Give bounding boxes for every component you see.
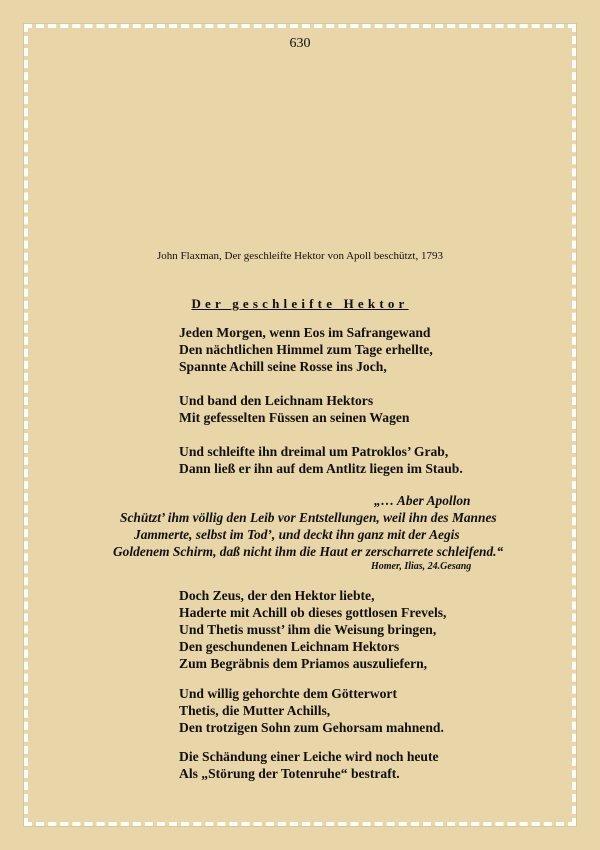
poem-line: Und band den Leichnam Hektors — [179, 393, 374, 408]
stanza-1 — [179, 324, 433, 375]
poem-line: Als „Störung der Totenruhe“ bestraft. — [179, 766, 400, 781]
poem-line: Und willig gehorchte dem Götterwort — [179, 686, 397, 701]
poem-line: Und schleifte ihn dreimal um Patroklos’ Grab, — [179, 444, 449, 459]
stanza-2 — [179, 392, 409, 426]
quote-line: Goldenem Schirm, daß nicht ihm die Haut er zerscharrete schleifend.“ — [113, 544, 504, 559]
quote-source: Homer, Ilias, 24.Gesang — [371, 561, 472, 572]
poem-line: Und Thetis musst’ ihm die Weisung bringen, — [179, 622, 437, 637]
quote-line: Jammerte, selbst im Tod’, und deckt ihn ganz mit der Aegis — [134, 527, 460, 542]
quote-line: Schützt’ ihm völlig den Leib vor Entstellungen, weil ihn des Mannes — [120, 510, 497, 525]
poem-line: Doch Zeus, der den Hektor liebte, — [179, 588, 375, 603]
poem-title: Der geschleifte Hektor — [191, 296, 409, 311]
poem-line: Haderte mit Achill ob dieses gottlosen Frevels, — [179, 605, 447, 620]
homer-quote — [0, 492, 600, 574]
page-number: 630 — [289, 36, 311, 51]
quote-line: „… Aber Apollon — [374, 493, 471, 508]
stanza-5 — [179, 685, 444, 736]
poem-line: Den geschundenen Leichnam Hektors — [179, 639, 400, 654]
poem-line: Thetis, die Mutter Achills, — [179, 703, 331, 718]
stanza-6 — [179, 748, 439, 782]
poem-line: Spannte Achill seine Rosse ins Joch, — [179, 359, 387, 374]
poem-line: Zum Begräbnis dem Priamos auszuliefern, — [179, 656, 428, 671]
poem-line: Den nächtlichen Himmel zum Tage erhellte, — [179, 342, 433, 357]
poem-line: Jeden Morgen, wenn Eos im Safrangewand — [179, 325, 431, 340]
poem-line: Den trotzigen Sohn zum Gehorsam mahnend. — [179, 720, 444, 735]
stanza-4 — [179, 587, 446, 672]
poem-line: Mit gefesselten Füssen an seinen Wagen — [179, 410, 410, 425]
stanza-3 — [179, 443, 463, 477]
image-caption: John Flaxman, Der geschleifte Hektor von Apoll beschützt, 1793 — [157, 250, 443, 262]
poem-line: Dann ließ er ihn auf dem Antlitz liegen im Staub. — [179, 461, 463, 476]
poem-line: Die Schändung einer Leiche wird noch heute — [179, 749, 439, 764]
